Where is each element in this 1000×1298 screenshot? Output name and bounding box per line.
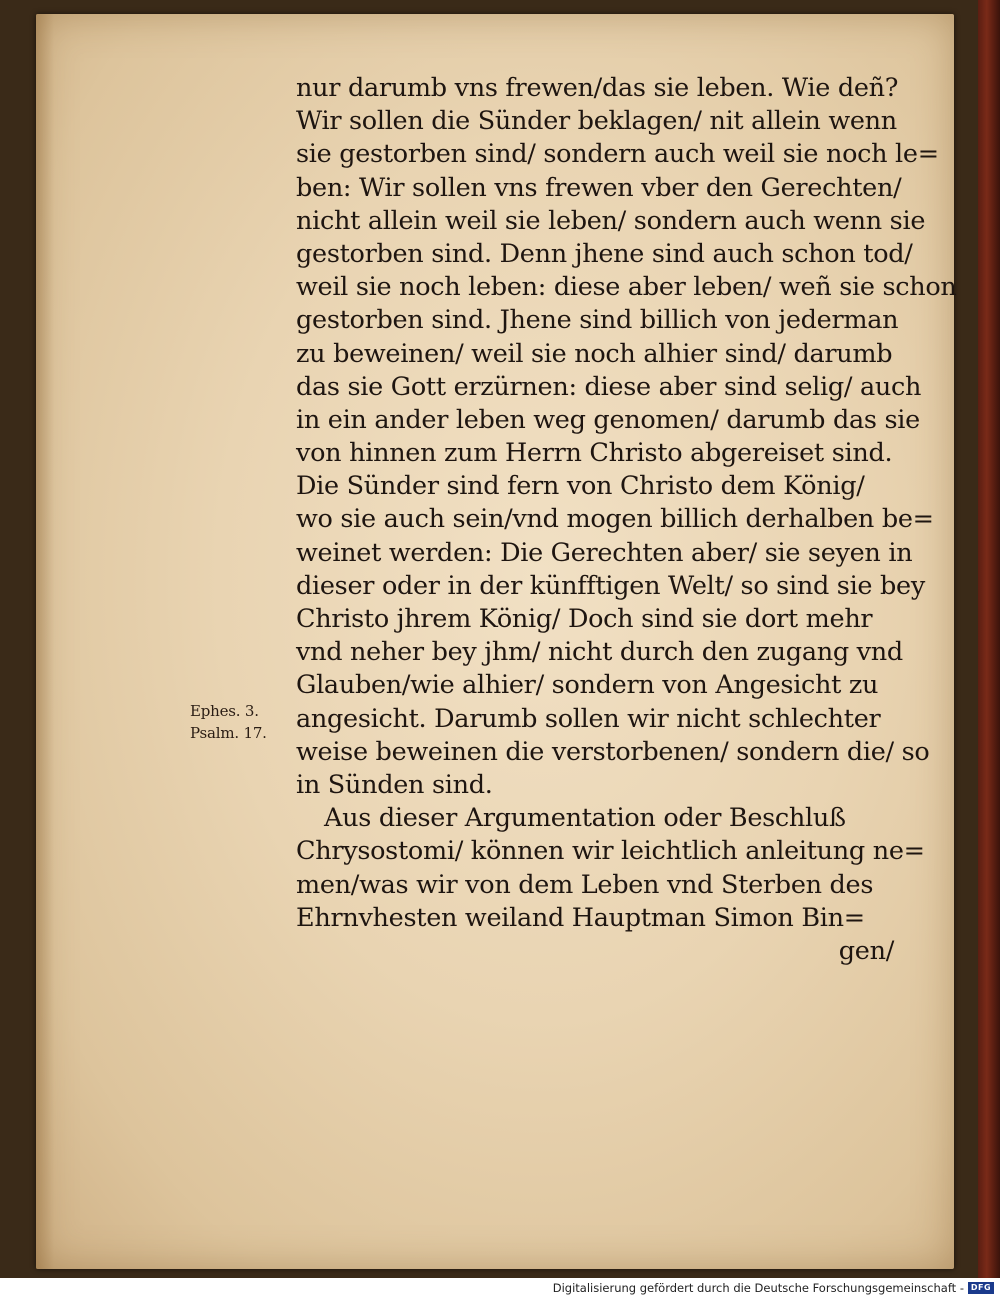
text-line: gestorben sind. Jhene sind billich von jederman	[296, 305, 899, 336]
text-line: vnd neher bey jhm/ nicht durch den zugang vnd	[296, 637, 903, 668]
text-line: gestorben sind. Denn jhene sind auch schon tod/	[296, 238, 913, 269]
catchword: gen/	[838, 935, 894, 966]
text-line: sie gestorben sind/ sondern auch weil sie noch le=	[296, 139, 939, 170]
text-line: Wir sollen die Sünder beklagen/ nit allein wenn	[296, 106, 897, 137]
text-line: Glauben/wie alhier/ sondern von Angesicht zu	[296, 670, 879, 701]
text-line: Christo jhrem König/ Doch sind sie dort mehr	[296, 604, 873, 634]
text-line: zu beweinen/ weil sie noch alhier sind/ darumb	[296, 338, 893, 369]
text-line: nur darumb vns frewen/das sie leben. Wie deñ?	[296, 73, 899, 103]
paragraph-first-line: Aus dieser Argumentation oder Beschluß	[324, 803, 846, 834]
text-line: dieser oder in der künfftigen Welt/ so sind sie bey	[296, 570, 925, 601]
dfg-logo: DFG	[968, 1282, 994, 1294]
text-line: weil sie noch leben: diese aber leben/ weñ sie schon	[296, 272, 957, 303]
text-line: Die Sünder sind fern von Christo dem König/	[296, 471, 865, 502]
margin-notes	[190, 700, 300, 744]
text-line: Ehrnvhesten weiland Hauptman Simon Bin=	[296, 902, 865, 933]
text-line: ben: Wir sollen vns frewen vber den Gerechten/	[296, 172, 902, 203]
text-line: angesicht. Darumb sollen wir nicht schlechter	[296, 703, 881, 734]
text-line: das sie Gott erzürnen: diese aber sind selig/ auch	[296, 371, 922, 402]
text-line: men/was wir von dem Leben vnd Sterben des	[296, 869, 874, 900]
margin-note: Psalm. 17.	[190, 724, 267, 742]
margin-note: Ephes. 3.	[190, 702, 259, 720]
text-line: von hinnen zum Herrn Christo abgereiset sind.	[296, 438, 893, 469]
text-line: Chrysostomi/ können wir leichtlich anleitung ne=	[296, 836, 925, 867]
text-line: in ein ander leben weg genomen/ darumb das sie	[296, 404, 920, 435]
text-line: wo sie auch sein/vnd mogen billich derhalben be=	[296, 504, 934, 535]
text-line: weise beweinen die verstorbenen/ sondern die/ so	[296, 736, 930, 767]
funding-credit: Digitalisierung gefördert durch die Deutsche Forschungsgemeinschaft -	[552, 1281, 964, 1295]
text-line: nicht allein weil sie leben/ sondern auch wenn sie	[296, 205, 926, 236]
text-line: weinet werden: Die Gerechten aber/ sie seyen in	[296, 537, 913, 568]
text-line: in Sünden sind.	[296, 769, 493, 800]
page-edge-stain	[36, 14, 54, 1269]
body-text	[296, 72, 957, 968]
book-spine-edge	[978, 0, 1000, 1278]
footer-bar	[0, 1278, 1000, 1298]
